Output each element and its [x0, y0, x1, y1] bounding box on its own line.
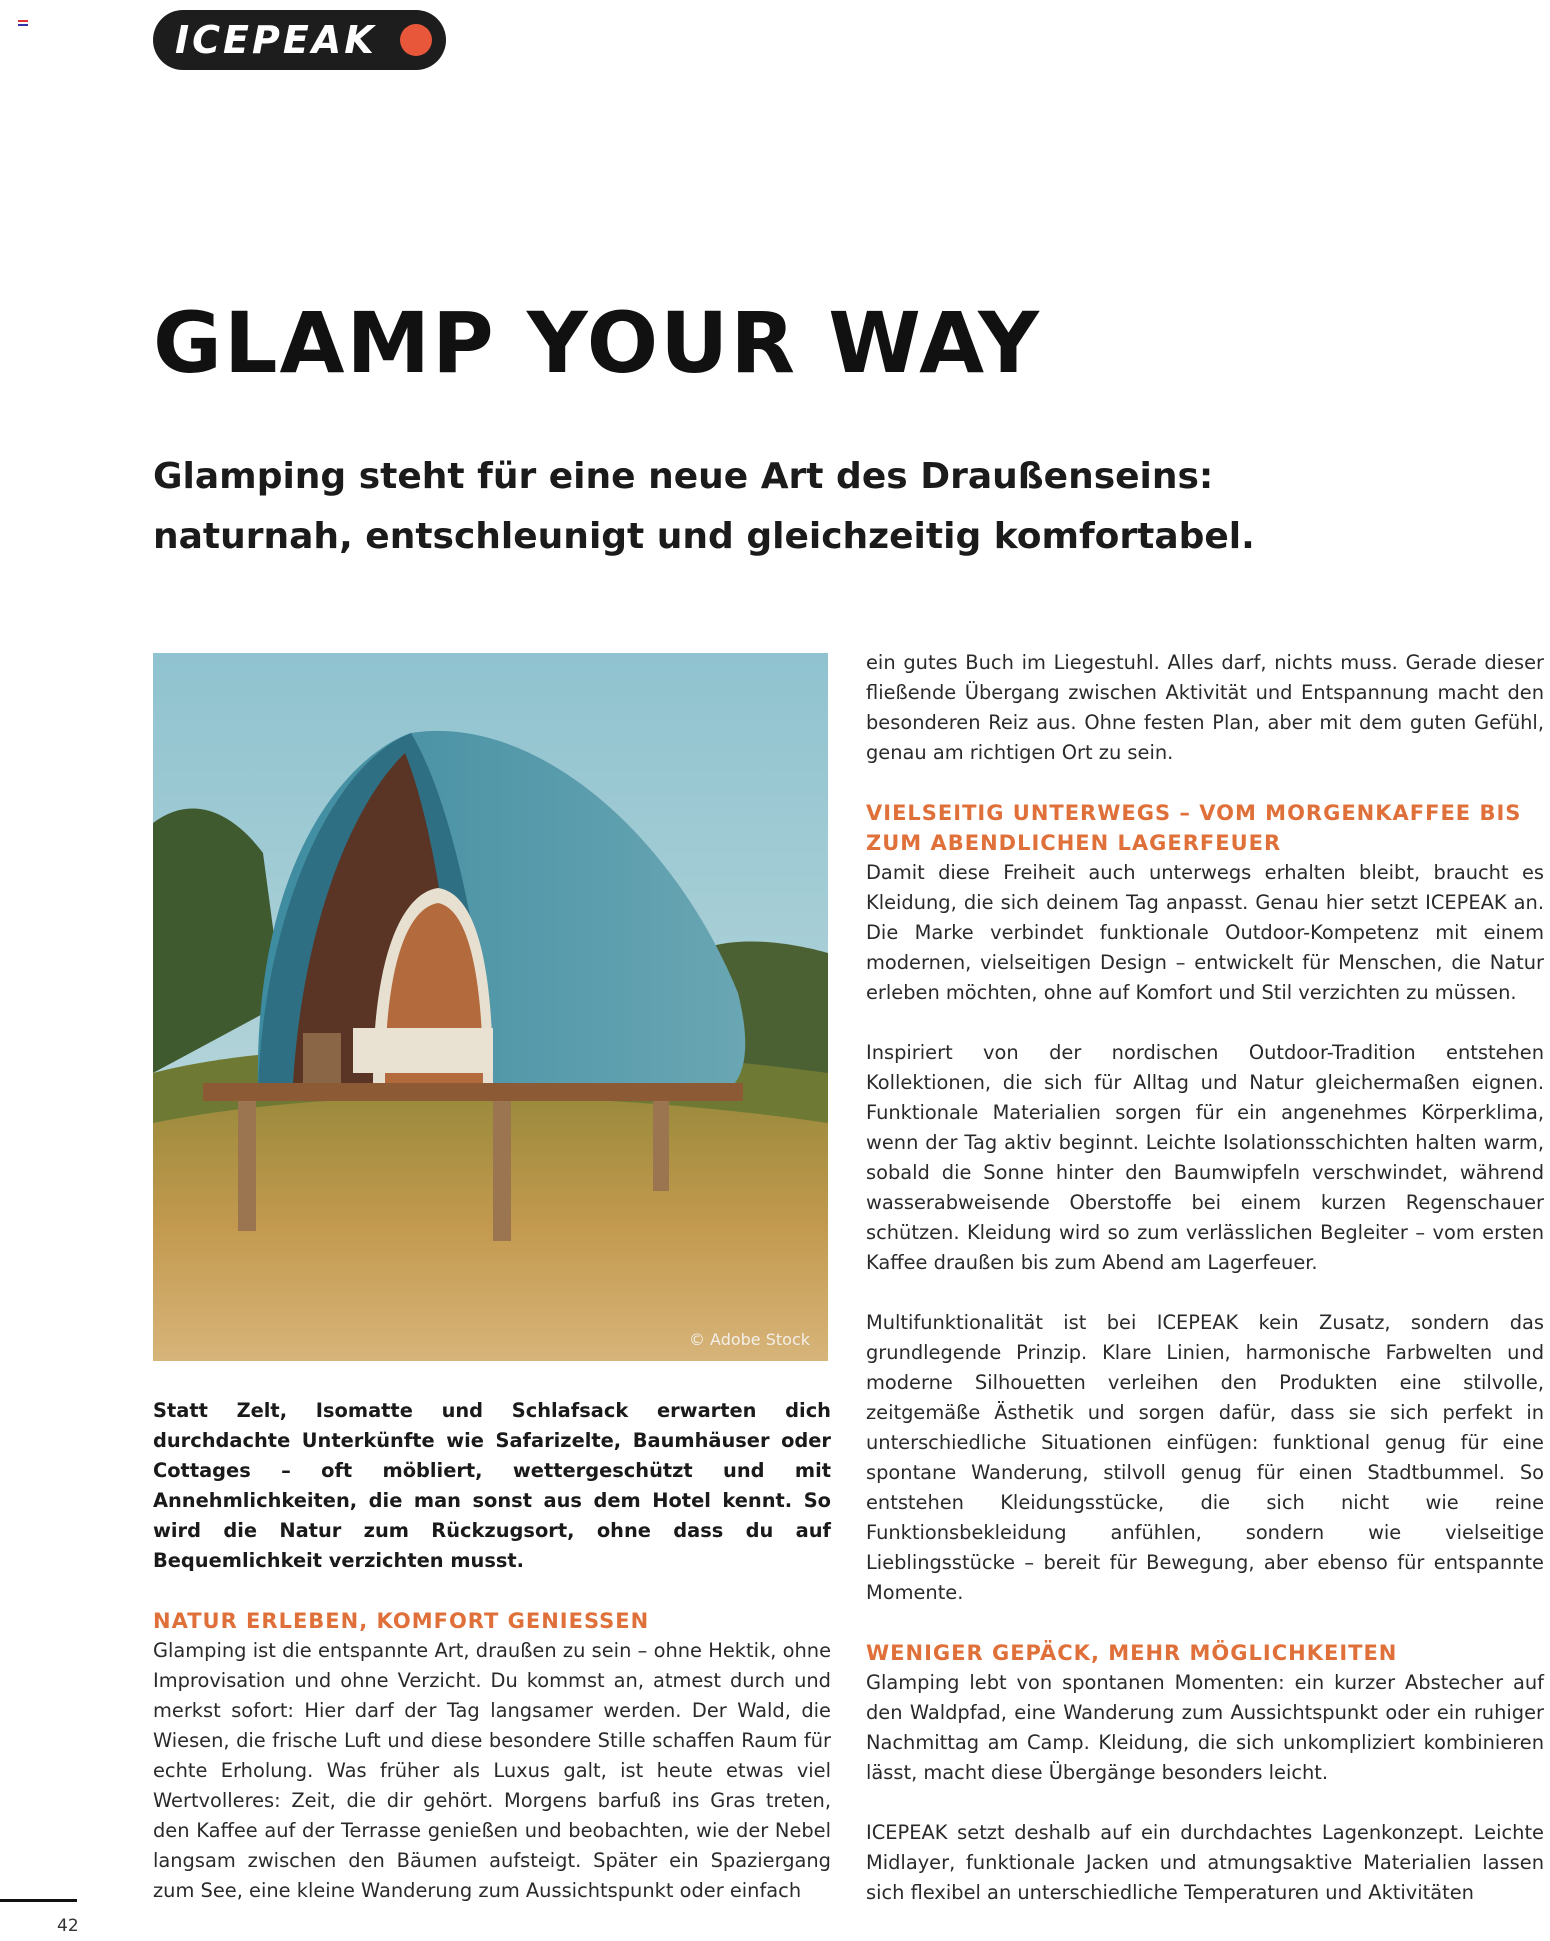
- paragraph-inspiriert: Inspiriert von der nordischen Outdoor-Tradition entstehen Kollektionen, die sich für Alltag und Natur gleichermaßen eignen. Funktionale Materialien sorgen für ein angenehmes Körperklima, wenn der Tag aktiv beginnt. Leichte Isolationsschichten halten warm, sobald die Sonne hinter den Baumwipfeln verschwindet, während wasserabweisende Oberstoffe bei einem kurzen Regenschauer schützen. Kleidung wird so zum verlässlichen Begleiter – vom ersten Kaffee draußen bis zum Abend am Lagerfeuer.: [866, 1041, 1544, 1274]
- paragraph-lagenkonzept: ICEPEAK setzt deshalb auf ein durchdachtes Lagenkonzept. Leichte Midlayer, funktionale Jacken und atmungsaktive Materialien lassen sich flexibel an unterschiedliche Temperaturen und Aktivitäten: [866, 1821, 1544, 1904]
- glamping-tent-photo: [153, 653, 828, 1361]
- section-heading-natur: NATUR ERLEBEN, KOMFORT GENIESSEN: [153, 1609, 650, 1633]
- logo-dot-icon: [400, 24, 432, 56]
- paragraph-natur: Glamping ist die entspannte Art, draußen zu sein – ohne Hektik, ohne Improvisation und ohne Verzicht. Du kommst an, atmest durch und merkst sofort: Hier darf der Tag langsamer werden. Der Wald, die Wiesen, die frische Luft und diese besondere Stille schaffen Raum für echte Erholung. Was früher als Luxus galt, ist heute etwas viel Wertvolleres: Zeit, die dir gehört. Morgens barfuß ins Gras treten, den Kaffee auf der Terrasse genießen und beobachten, wie der Nebel langsam zwischen den Bäumen aufsteigt. Später ein Spaziergang zum See, eine kleine Wanderung zum Aussichtspunkt oder einfach: [153, 1639, 831, 1902]
- page-title: GLAMP YOUR WAY: [153, 294, 1041, 392]
- photo-credit: © Adobe Stock: [688, 1330, 810, 1349]
- section-heading-vielseitig: VIELSEITIG UNTERWEGS – VOM MORGENKAFFEE BIS ZUM ABENDLICHEN LAGERFEUER: [866, 801, 1522, 855]
- tent-illustration: [153, 653, 828, 1361]
- right-column: [866, 648, 1544, 1908]
- paragraph-multifunktional: Multifunktionalität ist bei ICEPEAK kein Zusatz, sondern das grundlegende Prinzip. Klare Linien, harmonische Farbwelten und moderne Silhouetten verleihen den Produkten eine stilvolle, zeitgemäße Ästhetik und sorgen dafür, dass sie sich perfekt in unterschiedliche Situationen einfügen: funktional genug für eine spontane Wanderung, stilvoll genug für einen Stadtbummel. So entstehen Kleidungsstücke, die sich nicht wie reine Funktionsbekleidung anfühlen, sondern wie vielseitige Lieblingsstücke – bereit für Bewegung, aber ebenso für entspannte Momente.: [866, 1311, 1544, 1604]
- left-column: [153, 1396, 831, 1906]
- brand-logo: [153, 10, 446, 70]
- paragraph-vielseitig: Damit diese Freiheit auch unterwegs erhalten bleibt, braucht es Kleidung, die sich deinem Tag anpasst. Genau hier setzt ICEPEAK an. Die Marke verbindet funktionale Outdoor-Kompetenz mit einem modernen, vielseitigen Design – entwickelt für Menschen, die Natur erleben möchten, ohne auf Komfort und Stil verzichten zu müssen.: [866, 861, 1544, 1004]
- paragraph-glamping-momente: Glamping lebt von spontanen Momenten: ein kurzer Abstecher auf den Waldpfad, eine Wanderung zum Aussichtspunkt oder ein ruhiger Nachmittag am Camp. Kleidung, die sich unkompliziert kombinieren lässt, macht diese Übergänge besonders leicht.: [866, 1671, 1544, 1784]
- lead-paragraph: Statt Zelt, Isomatte und Schlafsack erwarten dich durchdachte Unterkünfte wie Safarizelte, Baumhäuser oder Cottages – oft möbliert, wettergeschützt und mit Annehmlichkeiten, die man sonst aus dem Hotel kennt. So wird die Natur zum Rückzugsort, ohne dass du auf Bequemlichkeit verzichten musst.: [153, 1399, 831, 1572]
- page-subtitle: Glamping steht für eine neue Art des Draußenseins: naturnah, entschleunigt und gleichzeitig komfortabel.: [153, 456, 1255, 557]
- page-number: 42: [57, 1916, 79, 1936]
- footer-rule: [0, 1899, 77, 1902]
- logo-text: ICEPEAK: [175, 18, 377, 62]
- paragraph-continued: ein gutes Buch im Liegestuhl. Alles darf, nichts muss. Gerade dieser fließende Übergang zwischen Aktivität und Entspannung macht den besonderen Reiz aus. Ohne festen Plan, aber mit dem guten Gefühl, genau am richtigen Ort zu sein.: [866, 651, 1544, 764]
- flag-icon: [18, 20, 28, 26]
- section-heading-gepaeck: WENIGER GEPÄCK, MEHR MÖGLICHKEITEN: [866, 1641, 1398, 1665]
